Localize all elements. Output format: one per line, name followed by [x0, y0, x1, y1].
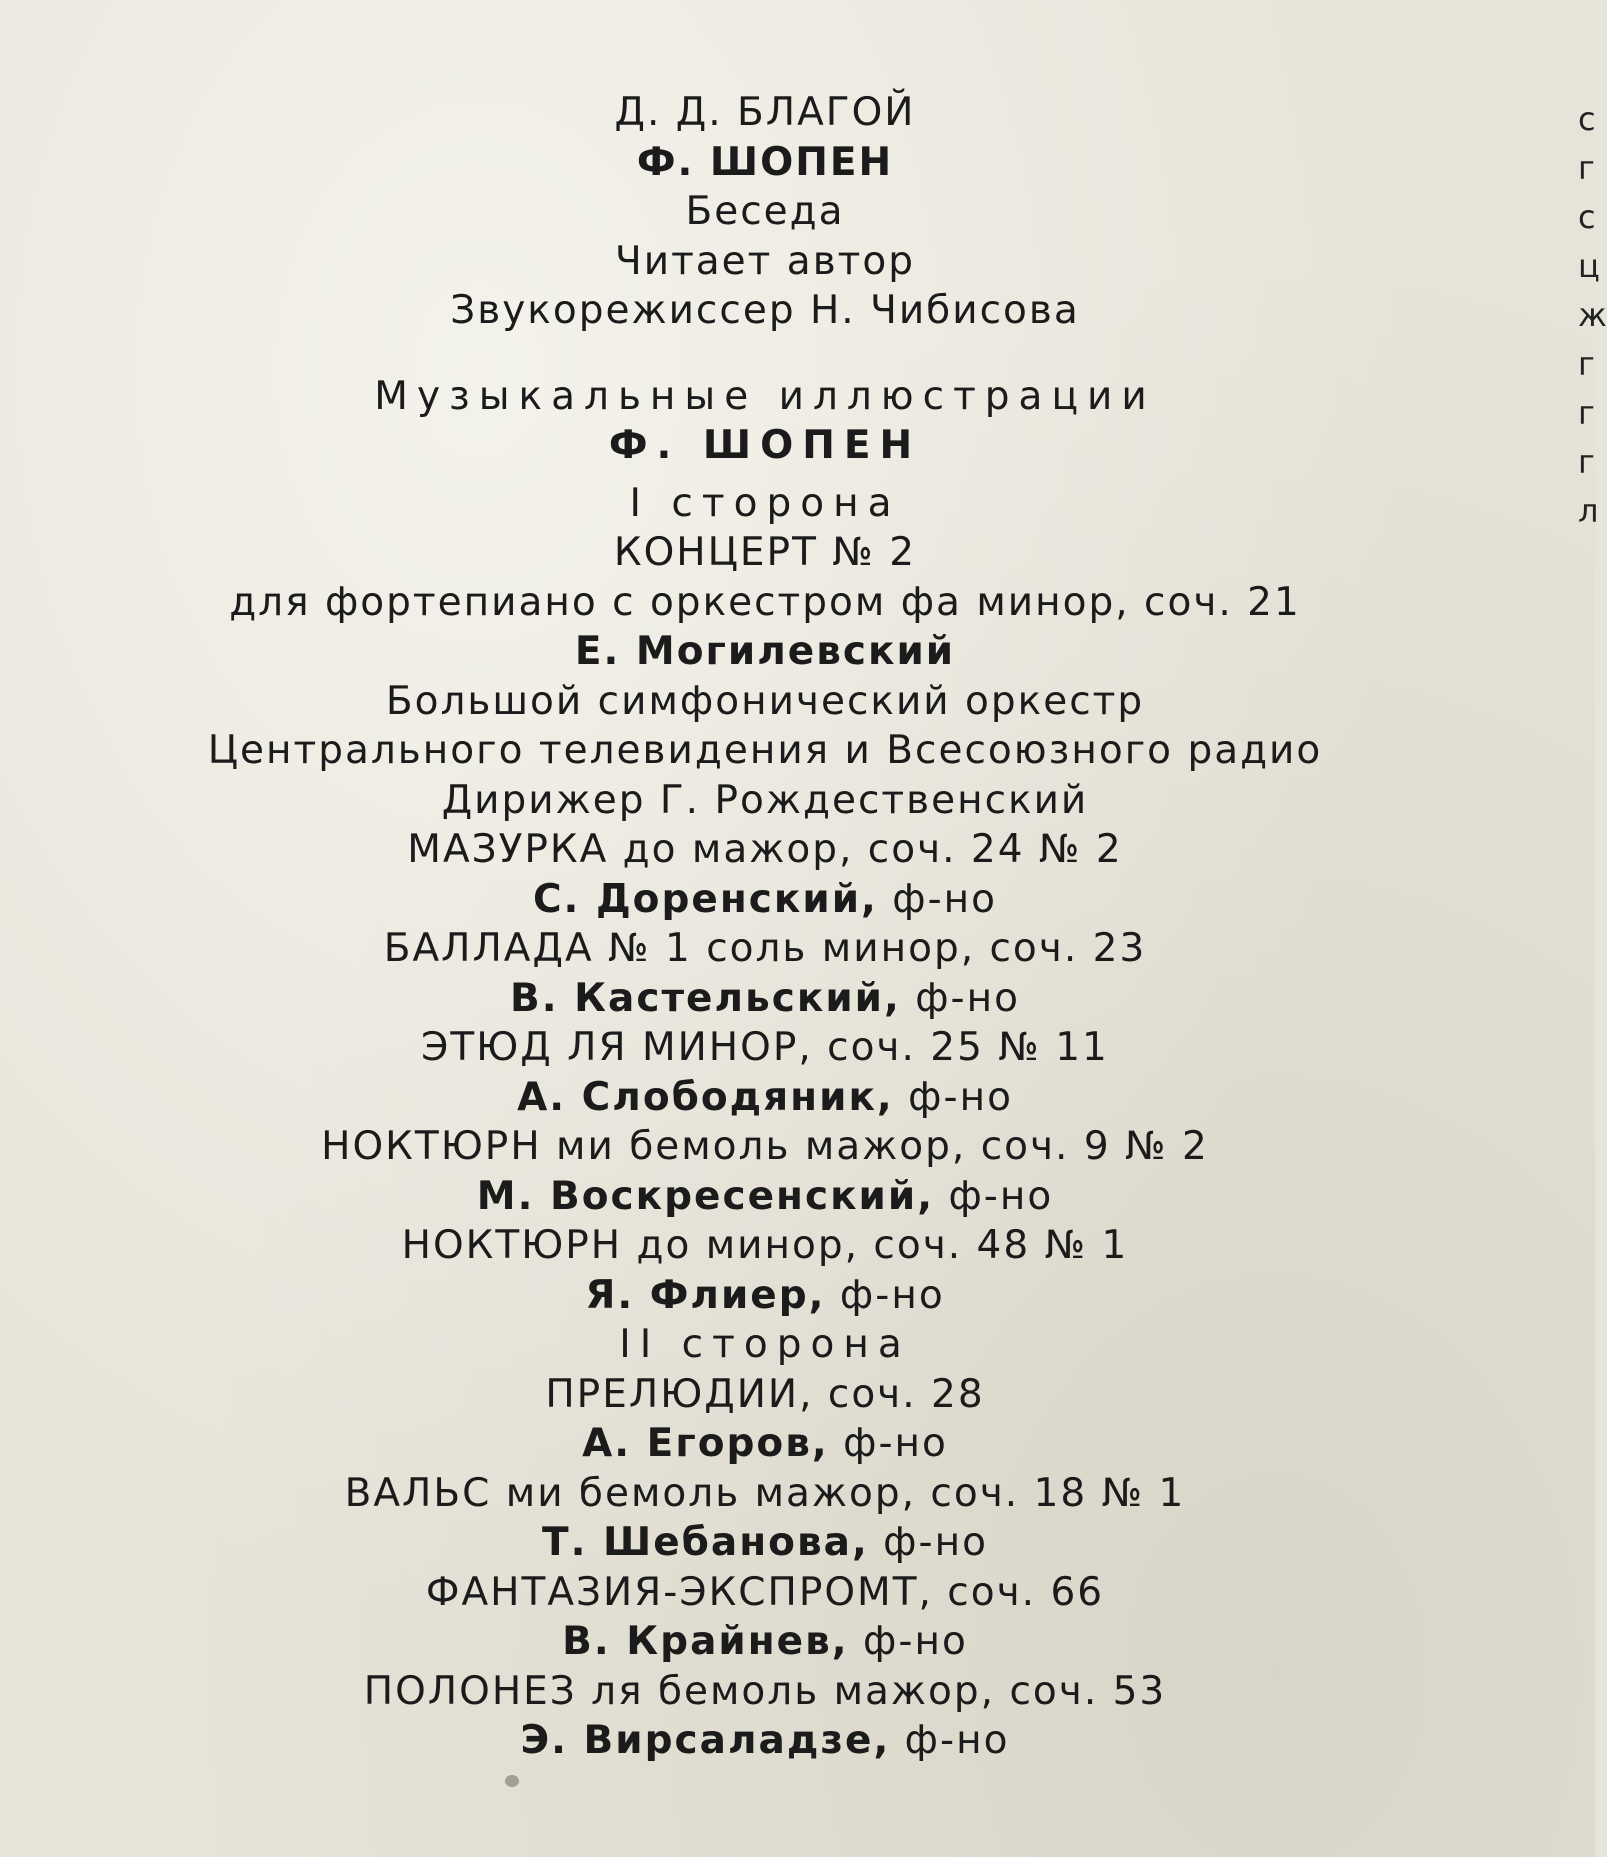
performer-name: Е. Могилевский [574, 629, 956, 674]
performer-line [130, 1716, 1400, 1766]
reader-line: Читает автор [614, 238, 916, 284]
side-1-label: I сторона [629, 480, 901, 526]
edge-letter: г [1578, 149, 1595, 187]
edge-letter: ж [1578, 296, 1607, 334]
work-line: БАЛЛАДА № 1 соль минор, соч. 23 [383, 926, 1147, 971]
work-line: КОНЦЕРТ № 2 [613, 530, 917, 575]
performer-name: Э. Вирсаладзе, [520, 1718, 891, 1763]
edge-letter: с [1578, 100, 1596, 138]
work-line: НОКТЮРН ми бемоль мажор, соч. 9 № 2 [321, 1124, 1209, 1169]
performer-line [130, 1172, 1400, 1222]
performer-line [130, 875, 1400, 925]
illustrations-composer: Ф. ШОПЕН [608, 423, 922, 468]
instrument-label: ф-но [948, 1173, 1054, 1219]
performer-line [130, 1617, 1400, 1667]
performer-line [130, 1073, 1400, 1123]
edge-letter: г [1578, 345, 1595, 383]
performer-line [130, 974, 1400, 1024]
work-line: ЭТЮД ЛЯ МИНОР, соч. 25 № 11 [421, 1025, 1109, 1070]
side-2-label: II сторона [619, 1322, 911, 1367]
performer-name: Т. Шебанова, [542, 1520, 869, 1565]
instrument-label: ф-но [863, 1619, 968, 1664]
performer-line [130, 1518, 1400, 1568]
subject-title: Ф. ШОПЕН [636, 139, 894, 185]
author-name: Д. Д. БЛАГОЙ [614, 90, 916, 135]
edge-letter: ц [1578, 247, 1600, 285]
instrument-label: ф-но [839, 1272, 945, 1318]
instrument-label: ф-но [883, 1520, 988, 1565]
instrument-label: ф-но [904, 1718, 1010, 1763]
adjacent-page-edge-text [1578, 95, 1607, 536]
edge-letter: г [1578, 443, 1595, 481]
performer-line [130, 627, 1400, 677]
engineer-line: Звукорежиссер Н. Чибисова [450, 288, 1080, 333]
illustrations-title: Музыкальные иллюстрации [374, 373, 1156, 419]
work-line: ФАНТАЗИЯ-ЭКСПРОМТ, соч. 66 [425, 1569, 1105, 1615]
work-line: ПОЛОНЕЗ ля бемоль мажор, соч. 53 [363, 1668, 1167, 1714]
performer-name: В. Крайнев, [562, 1619, 849, 1664]
performer-name: М. Воскресенский, [476, 1173, 935, 1219]
work-line: ВАЛЬС ми бемоль мажор, соч. 18 № 1 [344, 1470, 1186, 1516]
edge-letter: л [1578, 492, 1599, 530]
work-line: ПРЕЛЮДИИ, соч. 28 [545, 1371, 985, 1417]
performer-line [130, 1271, 1400, 1321]
performer-line [130, 1419, 1400, 1469]
instrument-label: ф-но [843, 1421, 948, 1466]
side-2-tracklist [130, 1370, 1400, 1766]
work-line: МАЗУРКА до мажор, соч. 24 № 2 [407, 827, 1123, 872]
liner-notes [130, 88, 1400, 1766]
work-line: Дирижер Г. Рождественский [441, 777, 1089, 823]
instrument-label: ф-но [915, 975, 1020, 1021]
instrument-label: ф-но [892, 876, 998, 922]
work-line: Центрального телевидения и Всесоюзного радио [207, 728, 1323, 773]
genre-line: Беседа [685, 189, 845, 234]
paper-stain [505, 1775, 519, 1787]
performer-name: С. Доренский, [532, 876, 878, 922]
edge-letter: г [1578, 394, 1595, 432]
performer-name: В. Кастельский, [510, 975, 901, 1021]
performer-name: А. Слободяник, [517, 1074, 894, 1120]
performer-name: А. Егоров, [582, 1421, 829, 1466]
work-line: НОКТЮРН до минор, соч. 48 № 1 [401, 1223, 1129, 1268]
edge-letter: с [1578, 198, 1596, 236]
performer-name: Я. Флиер, [585, 1272, 826, 1318]
work-line: Большой симфонический оркестр [385, 678, 1145, 724]
work-line: для фортепиано с оркестром фа минор, соч. 21 [229, 579, 1301, 625]
side-1-tracklist [130, 528, 1400, 1320]
instrument-label: ф-но [908, 1074, 1013, 1120]
